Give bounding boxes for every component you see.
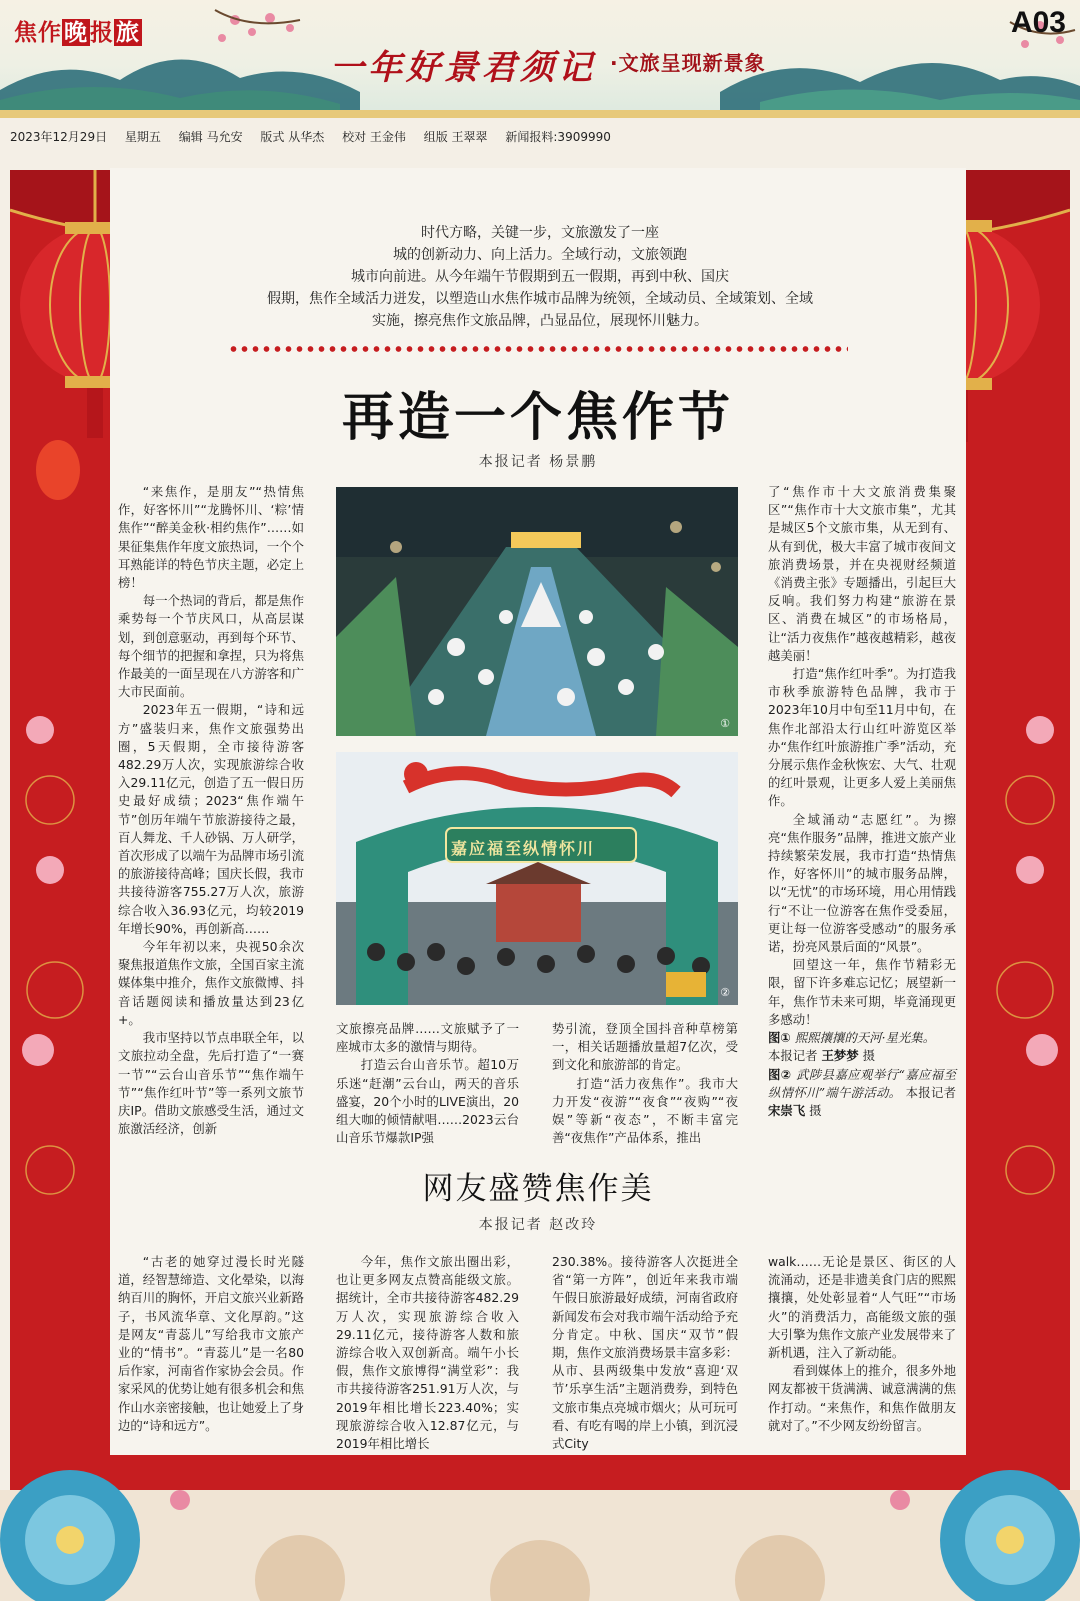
article2-column-3 bbox=[552, 1253, 738, 1453]
paragraph: 我市坚持以节点串联全年，以文旅拉动全盘，先后打造了“一赛一节”“云台山音乐节”“焦作端午节”“焦作红叶节”等一系列文旅节庆IP。借助文旅感受生活，通过文旅激活经济，创新 bbox=[118, 1030, 304, 1137]
paragraph: 文旅擦亮品牌……文旅赋予了一座城市太多的激情与期待。 bbox=[336, 1021, 519, 1055]
article-column-1 bbox=[118, 483, 304, 1138]
layout-designer: 版式 从华杰 bbox=[260, 130, 325, 144]
caption-2: 图② 武陟县嘉应观举行“嘉应福至纵情怀川”端午游活动。 本报记者 宋崇飞 摄 bbox=[768, 1066, 957, 1118]
headline-2: 网友盛赞焦作美 bbox=[422, 1171, 654, 1207]
paragraph: 打造“焦作红叶季”。为打造我市秋季旅游特色品牌，我市于2023年10月中旬至11月中旬，在焦作北部沿太行山红叶游览区举办“焦作红叶旅游推广季”活动，充分展示焦作金秋恢宏、大气、壮观的红叶景观，让更多人爱上美丽焦作。 bbox=[768, 666, 956, 809]
byline: 本报记者 杨景鹏 bbox=[478, 454, 598, 470]
paragraph: 今年，焦作文旅出圈出彩，也让更多网友点赞高能级文旅。据统计，全市共接待游客482.29万人次，实现旅游综合收入29.11亿元，接待游客人数和旅游综合收入双创新高。端午小长假，焦作文旅博得“满堂彩”：我市共接待游客251.91万人次，与2019年相比增长223.40%；实现旅游综合收入12.87亿元，与2019年相比增长 bbox=[336, 1254, 519, 1452]
intro-line: 实施，擦亮焦作文旅品牌，凸显品位，展现怀川魅力。 bbox=[372, 313, 708, 329]
page-number: A03 bbox=[1010, 6, 1066, 39]
photo-night-market bbox=[336, 487, 738, 736]
paragraph: 今年年初以来，央视50余次聚焦报道焦作文旅，全国百家主流媒体集中推介，焦作文旅微博、抖音话题阅读和播放量达到23亿+。 bbox=[118, 939, 304, 1027]
info-bar bbox=[10, 128, 625, 145]
paragraph: 230.38%。接待游客人次挺进全省“第一方阵”，创近年来我市端午假日旅游最好成绩，河南省政府新闻发布会对我市端午活动给予充分肯定。中秋、国庆“双节”假期，焦作文旅消费场景丰富多彩：从市、县两级集中发放“喜迎‘双节’乐享生活”主题消费券，到特色文旅市集点亮城市烟火；从可玩可看、有吃有喝的岸上小镇，到沉浸式City bbox=[552, 1254, 738, 1452]
headline: 再造一个焦作节 bbox=[341, 387, 734, 448]
paragraph: 全域涌动“志愿红”。为擦亮“焦作服务”品牌，推进文旅产业持续繁荣发展，我市打造“热情焦作，好客怀川”的城市服务品牌，以“无忧”的市场环境，用心用情践行“不让一位游客在焦作受委屈，更让每一位游客受感动”的服务承诺，扮亮风景后面的“风景”。 bbox=[768, 811, 956, 955]
photo-captions bbox=[768, 1029, 956, 1120]
bottom-flower-decoration bbox=[0, 1430, 1080, 1601]
paragraph: 2023年五一假期，“诗和远方”盛装归来，焦作文旅强势出圈，5天假期，全市接待游客482.29万人次，实现旅游综合收入29.11亿元，创造了五一假日历史最好成绩；2023“焦作端午节”创历年端午节旅游接待之最，百人舞龙、千人砂锅、万人研学，首次形成了以端午为品牌市场引流的旅游接待高峰；国庆长假，我市共接待游客755.27万人次，旅游综合收入36.93亿元，均较2019年增长90%，再创新高…… bbox=[118, 702, 304, 936]
paragraph: 回望这一年，焦作节精彩无限，留下许多难忘记忆；展望新一年，焦作节未来可期，毕竟涌现更多感动！ bbox=[768, 957, 956, 1027]
dotted-divider bbox=[228, 345, 848, 353]
intro-line: 假期，焦作全域活力迸发，以塑造山水焦作城市品牌为统领，全域动员、全域策划、全域 bbox=[267, 291, 813, 307]
intro-line: 城市向前进。从今年端午节假期到五一假期，再到中秋、国庆 bbox=[351, 269, 729, 285]
dragon-arch-image bbox=[336, 752, 738, 1005]
masthead-slogan: 一年好景君须记 bbox=[330, 48, 596, 88]
intro-line: 城的创新动力、向上活力。全域行动，文旅领跑 bbox=[393, 247, 687, 263]
byline-2: 本报记者 赵改玲 bbox=[478, 1217, 598, 1233]
paragraph: “来焦作，是朋友”“热情焦作，好客怀川”“龙腾怀川、‘粽’情焦作”“醉美金秋·相约焦作”……如果征集焦作年度文旅热词，一个个耳熟能详的特色节庆主题，必定上榜！ bbox=[118, 484, 304, 591]
masthead-subtitle: ·文旅呈现新景象 bbox=[610, 51, 766, 75]
paper-name: 焦作晚报旅 bbox=[14, 19, 140, 46]
editor: 编辑 马允安 bbox=[178, 130, 243, 144]
arch-sign: 嘉应福至纵情怀川 bbox=[451, 839, 596, 858]
paragraph: 打造“活力夜焦作”。我市大力开发“夜游”“夜食”“夜购”“夜娱”等新“夜态”，不断丰富完善“夜焦作”产品体系，推出 bbox=[552, 1075, 738, 1146]
article2-column-4 bbox=[768, 1253, 956, 1435]
article2-column-2 bbox=[336, 1253, 519, 1453]
photo-number: ① bbox=[720, 717, 730, 730]
news-hotline: 新闻报料:3909990 bbox=[505, 130, 611, 144]
article2-column-1 bbox=[118, 1253, 304, 1435]
masthead bbox=[0, 0, 1080, 118]
article-column-2 bbox=[336, 1020, 519, 1147]
paragraph: “古老的她穿过漫长时光隧道，经智慧缔造、文化晕染，以海纳百川的胸怀，开启文旅兴业新路子，书风流华章、文化厚韵。”这是网友“青蕊儿”写给我市文旅产业的“情书”。“青蕊儿”是一名80后作家，河南省作家协会会员。作家采风的优势让她有很多机会和焦作山水亲密接触，也让她爱上了身边的“诗和远方”。 bbox=[118, 1254, 304, 1433]
paragraph: 势引流，登顶全国抖音种草榜第一，相关话题播放量超7亿次，受到文化和旅游部的肯定。 bbox=[552, 1021, 738, 1073]
proofreader: 校对 王金伟 bbox=[342, 130, 406, 144]
caption-1: 图① 熙熙攘攘的天河·星光集。 bbox=[768, 1030, 936, 1046]
intro-lead bbox=[220, 222, 860, 332]
weekday: 星期五 bbox=[124, 130, 161, 144]
photo-dragon-arch bbox=[336, 752, 738, 1005]
date: 2023年12月29日 bbox=[10, 130, 108, 144]
paragraph: 了“焦作市十大文旅消费集聚区”“焦作市十大文旅市集”，尤其是城区5个文旅市集，从无到有、从有到优，极大丰富了城市夜间文旅消费场景，并在央视财经频道《消费主张》专题播出，引起巨大反响。我们努力构建“旅游在景区、消费在城区”的市场格局，让“活力夜焦作”越夜越精彩，越夜越美丽！ bbox=[768, 484, 956, 663]
paragraph: 每一个热词的背后，都是焦作乘势每一个节庆风口，从高层谋划，到创意驱动，再到每个环节、每个细节的把握和拿捏，只为将焦作最美的一面呈现在八方游客和广大市民面前。 bbox=[118, 593, 304, 700]
paragraph: walk……无论是景区、街区的人流涌动，还是非遗美食门店的熙熙攘攘，处处彰显着“人气旺”“市场火”的消费活力，高能级文旅的强大引擎为焦作文旅产业发展带来了新机遇，注入了新动能。 bbox=[768, 1254, 956, 1361]
intro-line: 时代方略，关键一步，文旅激发了一座 bbox=[421, 225, 659, 241]
night-market-image bbox=[336, 487, 738, 736]
paragraph: 打造云台山音乐节。超10万乐迷“赶潮”云台山，两天的音乐盛宴，20个小时的LIVE演出，20组大咖的倾情献唱……2023云台山音乐节爆款IP强 bbox=[336, 1057, 519, 1146]
article-column-3 bbox=[552, 1020, 738, 1147]
article-column-4 bbox=[768, 483, 956, 1120]
caption-1-credit: 本报记者 王梦梦 摄 bbox=[768, 1048, 876, 1064]
paragraph: 看到媒体上的推介，很多外地网友都被干货满满、诚意满满的焦作打动。“来焦作，和焦作做朋友就对了。”不少网友纷纷留言。 bbox=[768, 1363, 956, 1433]
typesetter: 组版 王翠翠 bbox=[423, 130, 488, 144]
photo-number: ② bbox=[720, 986, 730, 999]
